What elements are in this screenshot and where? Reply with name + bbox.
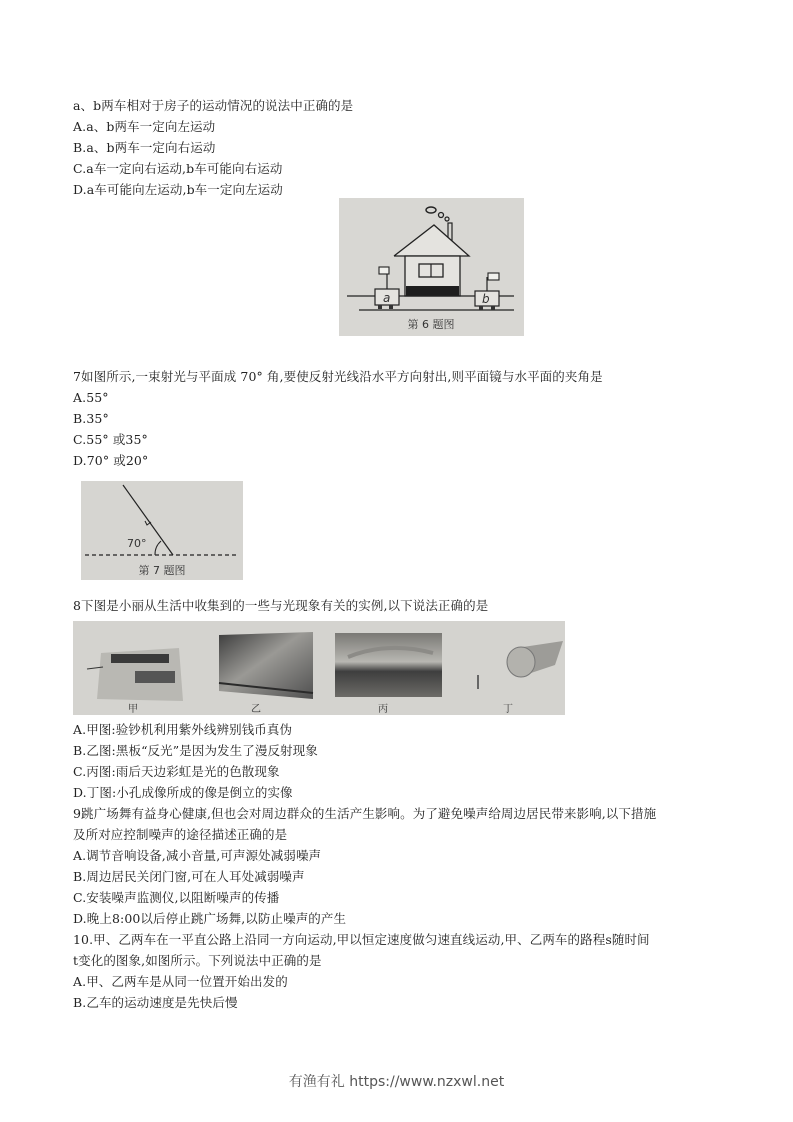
q6-stem: a、b两车相对于房子的运动情况的说法中正确的是 <box>73 98 354 113</box>
footer-watermark: 有渔有礼 https://www.nzxwl.net <box>288 1074 505 1090</box>
q8-option-b: B.乙图:黑板“反光”是因为发生了漫反射现象 <box>73 743 318 758</box>
q6-option-c: C.a车一定向右运动,b车可能向右运动 <box>73 161 283 176</box>
q6-figure-caption: 第 6 题图 <box>407 318 455 331</box>
car-a-label: a <box>383 291 391 305</box>
panel-label-ding: 丁 <box>503 704 513 715</box>
q8-figure-panels <box>73 621 565 715</box>
panel-label-bing: 丙 <box>378 704 388 715</box>
q9-option-c: C.安装噪声监测仪,以阻断噪声的传播 <box>73 890 280 905</box>
q7-option-d: D.70° 或20° <box>73 453 149 468</box>
q7-stem: 7如图所示,一束射光与平面成 70° 角,要使反射光线沿水平方向射出,则平面镜与水平面的夹角是 <box>73 369 603 384</box>
q8-option-d: D.丁图:小孔成像所成的像是倒立的实像 <box>73 785 293 800</box>
q6-option-a: A.a、b两车一定向左运动 <box>73 119 216 134</box>
q6-figure-house-cars <box>339 198 524 336</box>
q7-figure-caption: 第 7 题图 <box>138 564 186 577</box>
q10-stem-line1: 10.甲、乙两车在一平直公路上沿同一方向运动,甲以恒定速度做匀速直线运动,甲、乙两车的路程s随时间 <box>73 932 650 947</box>
q7-figure-light-ray <box>81 481 243 580</box>
q8-option-a: A.甲图:验钞机利用紫外线辨别钱币真伪 <box>73 722 293 737</box>
q7-option-b: B.35° <box>73 411 109 426</box>
q9-option-b: B.周边居民关闭门窗,可在人耳处减弱噪声 <box>73 869 305 884</box>
q7-option-a: A.55° <box>73 390 109 405</box>
panel-label-jia: 甲 <box>128 704 138 715</box>
q8-stem: 8下图是小丽从生活中收集到的一些与光现象有关的实例,以下说法正确的是 <box>73 598 489 613</box>
angle-label: 70° <box>127 537 147 550</box>
q10-option-a: A.甲、乙两车是从同一位置开始出发的 <box>73 974 288 989</box>
q6-option-b: B.a、b两车一定向右运动 <box>73 140 216 155</box>
q9-option-d: D.晚上8:00以后停止跳广场舞,以防止噪声的产生 <box>73 911 347 926</box>
panel-bing-rainbow <box>335 633 442 697</box>
q9-stem-line2: 及所对应控制噪声的途径描述正确的是 <box>73 827 288 842</box>
panel-jia-money-detector <box>87 648 183 701</box>
q9-stem-line1: 9跳广场舞有益身心健康,但也会对周边群众的生活产生影响。为了避免噪声给周边居民带来影响,以下措施 <box>73 806 657 821</box>
q10-option-b: B.乙车的运动速度是先快后慢 <box>73 995 238 1010</box>
q9-option-a: A.调节音响设备,减小音量,可声源处减弱噪声 <box>73 848 322 863</box>
q10-stem-line2: t变化的图象,如图所示。下列说法中正确的是 <box>73 953 322 968</box>
panel-yi-blackboard <box>219 632 313 699</box>
car-b-label: b <box>482 292 490 306</box>
q7-option-c: C.55° 或35° <box>73 432 148 447</box>
panel-label-yi: 乙 <box>251 704 261 715</box>
q6-option-d: D.a车可能向左运动,b车一定向左运动 <box>73 182 283 197</box>
q8-option-c: C.丙图:雨后天边彩虹是光的色散现象 <box>73 764 280 779</box>
